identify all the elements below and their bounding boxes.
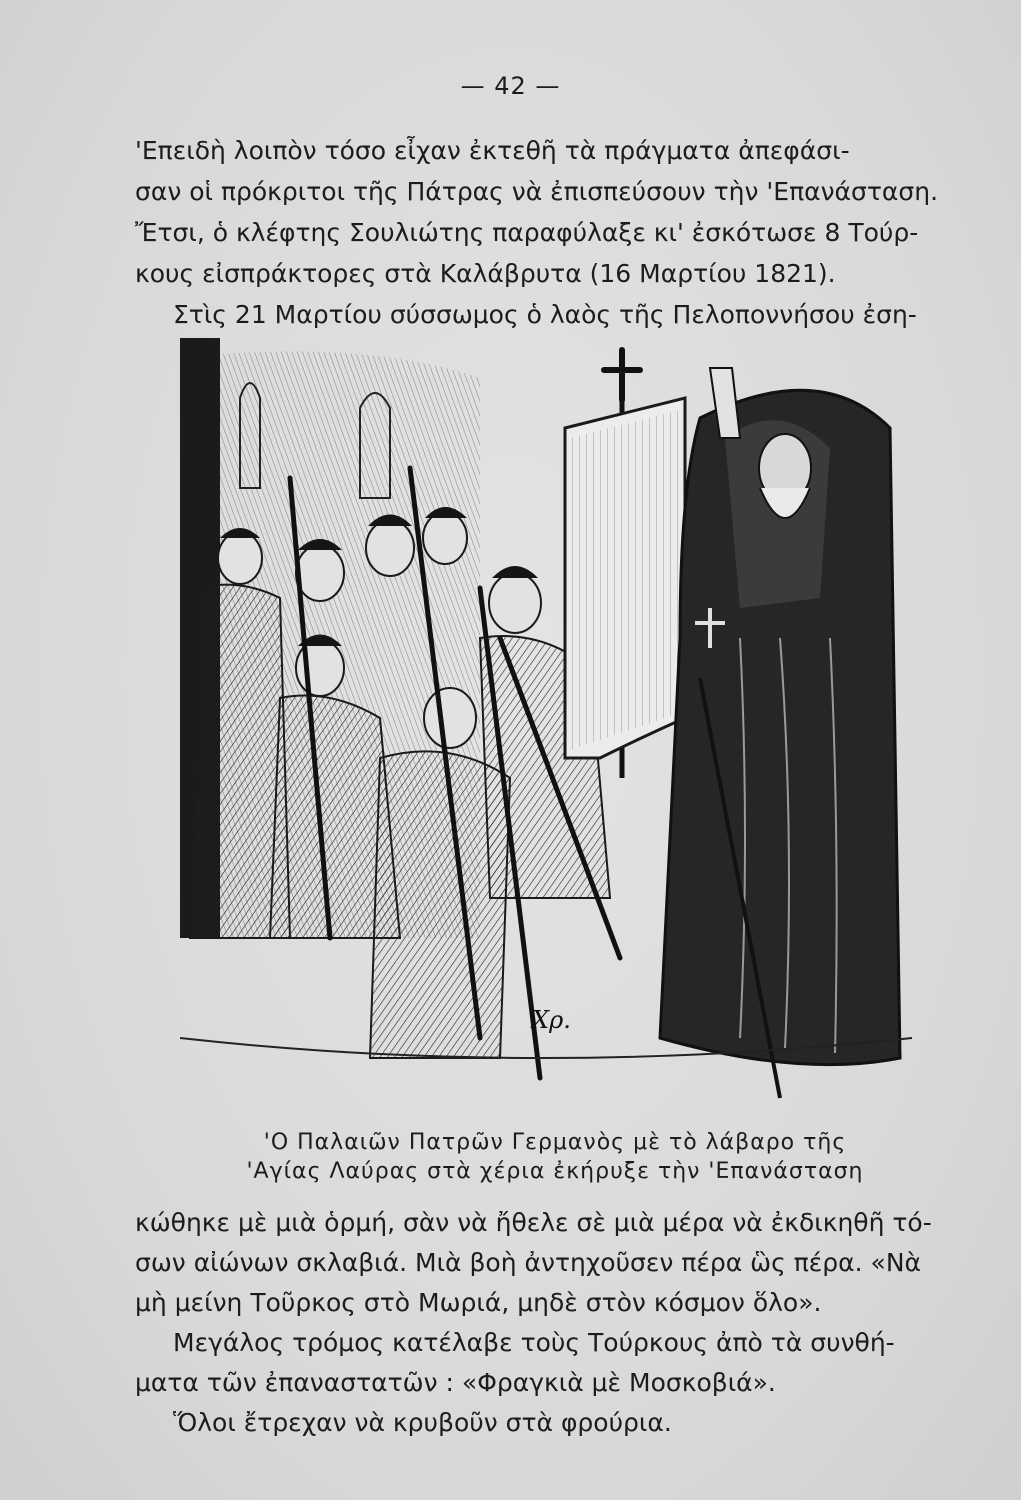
text-line: κώθηκε μὲ μιὰ ὁρμή, σὰν νὰ ἤθελε σὲ μιὰ μέρα νὰ ἐκδικηθῆ τό- <box>135 1208 932 1237</box>
text-line: μὴ μείνη Τοῦρκος στὸ Μωριά, μηδὲ στὸν κόσμον ὅλο». <box>135 1288 822 1317</box>
text-line: Μεγάλος τρόμος κατέλαβε τοὺς Τούρκους ἀπὸ τὰ συνθή- <box>173 1328 895 1357</box>
caption-line: 'Ο Παλαιῶν Πατρῶν Γερμανὸς μὲ τὸ λάβαρο τῆς <box>263 1130 847 1155</box>
bottom-paragraph <box>135 1203 1005 1443</box>
engraving-germanos-blessing-banner-icon <box>180 338 912 1114</box>
text-line: Στὶς 21 Μαρτίου σύσσωμος ὁ λαὸς τῆς Πελοποννήσου ἐση- <box>173 300 917 329</box>
illustration-signature: Χρ. <box>532 1006 571 1034</box>
text-line: 'Επειδὴ λοιπὸν τόσο εἶχαν ἐκτεθῆ τὰ πράγματα ἀπεφάσι- <box>135 136 850 165</box>
caption-line: 'Αγίας Λαύρας στὰ χέρια ἐκήρυξε τὴν 'Επανάσταση <box>246 1159 864 1184</box>
page-number: — 42 — <box>460 72 561 100</box>
figure-caption <box>195 1128 915 1186</box>
top-paragraph <box>135 130 1005 335</box>
text-line: σων αἰώνων σκλαβιά. Μιὰ βοὴ ἀντηχοῦσεν πέρα ὣς πέρα. «Νὰ <box>135 1248 922 1277</box>
text-line: ματα τῶν ἐπαναστατῶν : «Φραγκιὰ μὲ Μοσκοβιά». <box>135 1368 776 1397</box>
illustration-engraving <box>180 338 912 1114</box>
text-line: κους εἰσπράκτορες στὰ Καλάβρυτα (16 Μαρτίου 1821). <box>135 259 836 288</box>
text-line: Ἔτσι, ὁ κλέφτης Σουλιώτης παραφύλαξε κι' ἐσκότωσε 8 Τούρ- <box>135 218 919 247</box>
text-line: σαν οἱ πρόκριτοι τῆς Πάτρας νὰ ἐπισπεύσουν τὴν 'Επανάσταση. <box>135 177 939 206</box>
text-line: Ὅλοι ἔτρεχαν νὰ κρυβοῦν στὰ φρούρια. <box>173 1408 672 1437</box>
